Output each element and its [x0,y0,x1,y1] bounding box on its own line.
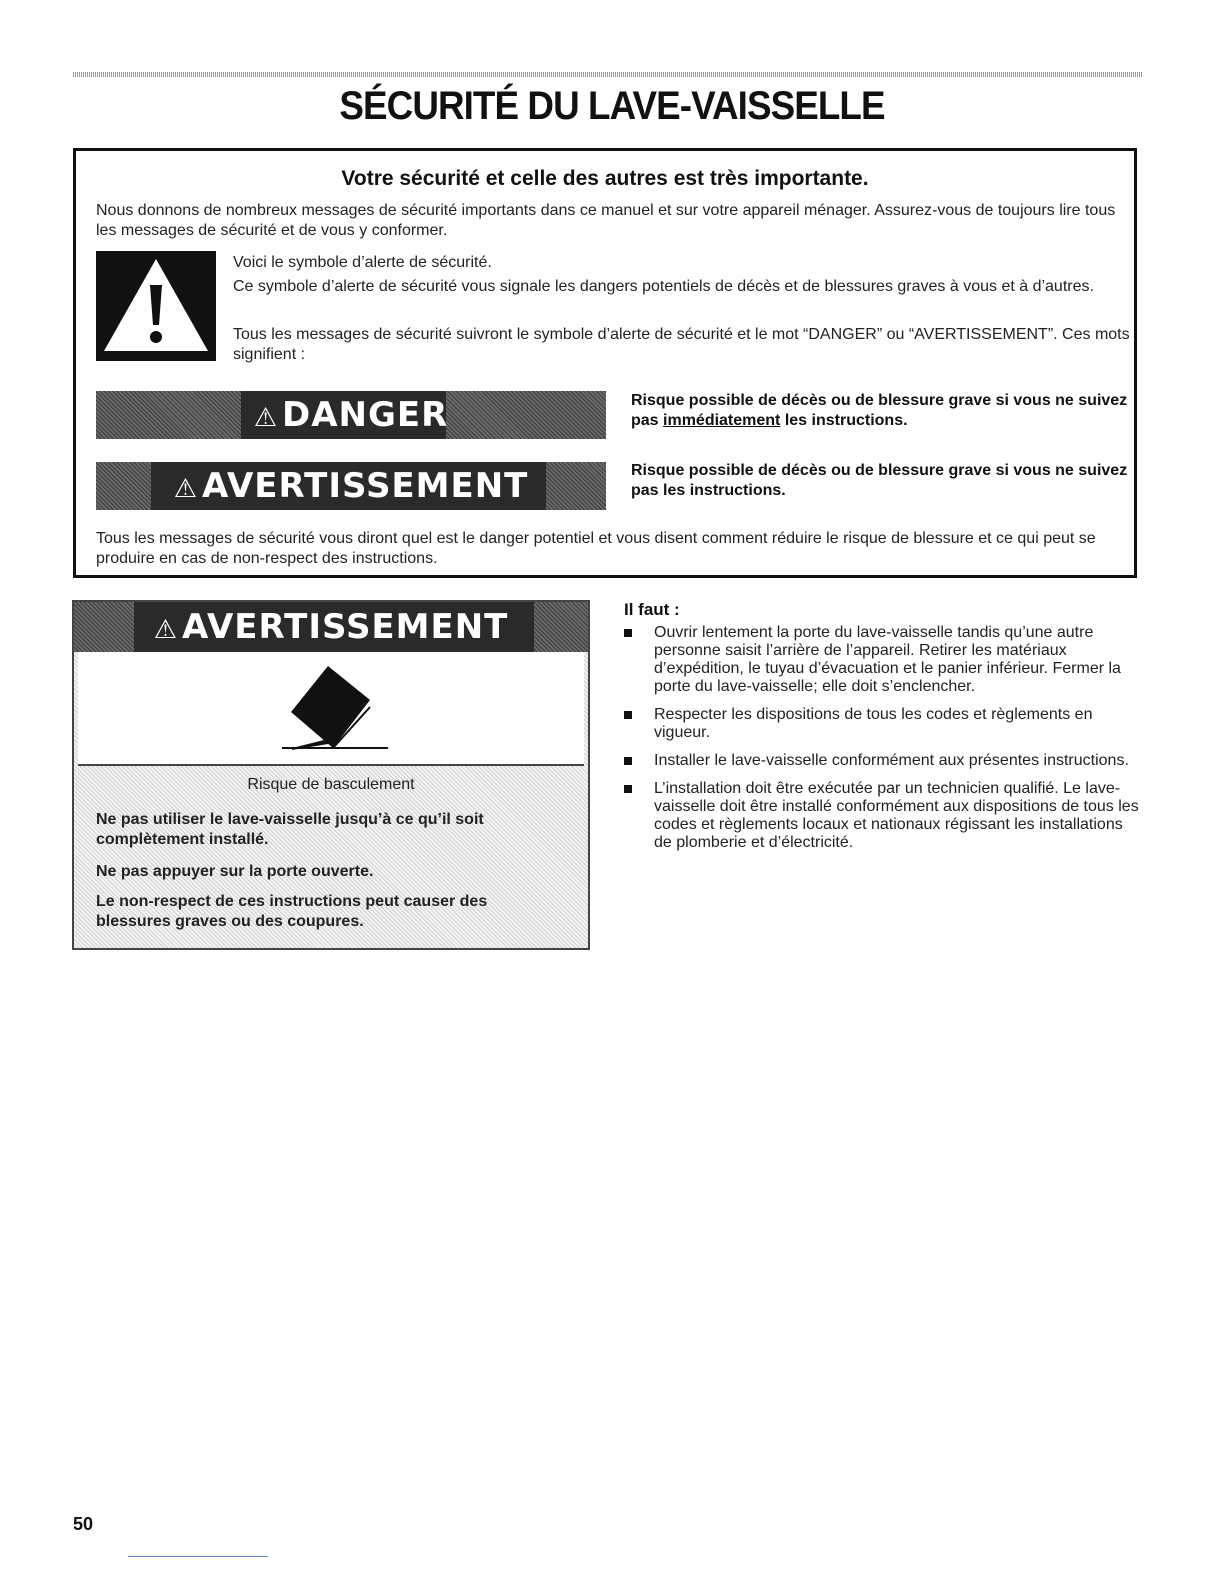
symbol-line-3: Tous les messages de sécurité suivront le symbole d’alerte de sécurité et le mot “DANGER” ou “AVERTISSEMENT”. Ces mots signifient : [233,326,1130,363]
symbol-line-2: Ce symbole d’alerte de sécurité vous signale les dangers potentiels de décès et de blessures graves à vous et à d’autres. [233,278,1094,295]
top-rule [73,72,1143,77]
tip-warning-header [74,602,588,652]
bullet-icon [624,757,632,765]
danger-label: DANGER [282,395,449,435]
safety-heading: Votre sécurité et celle des autres est très importante. [341,167,869,190]
danger-description: Risque possible de décès ou de blessure grave si vous ne suivez pas immédiatement les instructions. [631,392,1128,429]
rules-heading: Il faut : [624,600,680,619]
page-number: 50 [73,1514,94,1534]
tip-warning-line: Ne pas appuyer sur la porte ouverte. [96,863,374,880]
bullet-icon [624,629,632,637]
list-item: L’installation doit être exécutée par un technicien qualifié. Le lave-vaisselle doit être installé conformément aux dispositions de tous les codes et règlements locaux et nationaux régissant les installations de plomberie et d’électricité. [624,780,1144,852]
tip-warning-box [72,600,590,950]
symbol-line-1: Voici le symbole d’alerte de sécurité. [233,254,492,271]
warning-description: Risque possible de décès ou de blessure grave si vous ne suivez pas les instructions. [631,462,1128,499]
warning-triangle-icon: ⚠ [173,474,198,504]
list-item: Respecter les dispositions de tous les codes et règlements en vigueur. [624,706,1144,742]
safety-alert-icon [96,251,216,361]
list-item: Installer le lave-vaisselle conformément aux présentes instructions. [624,752,1144,770]
safety-intro: Nous donnons de nombreux messages de sécurité importants dans ce manuel et sur votre appareil ménager. Assurez-vous de toujours lire tous les messages de sécurité et de vous y conformer. [96,202,1116,239]
warning-banner [96,462,606,510]
bullet-icon [624,785,632,793]
bullet-icon [624,711,632,719]
footer-rule [128,1556,268,1557]
tip-warning-line: Ne pas utiliser le lave-vaisselle jusqu’à ce qu’il soit complètement installé. [96,811,484,848]
safety-info-box [73,148,1137,578]
warning-triangle-icon: ⚠ [253,403,278,433]
warning-label: AVERTISSEMENT [201,466,529,506]
tip-warning-label: AVERTISSEMENT [181,607,509,647]
rules-list [624,624,1144,862]
safety-closing: Tous les messages de sécurité vous diront quel est le danger potentiel et vous disent comment réduire le risque de blessure et ce qui peut se produire en cas de non-respect des instructions. [96,530,1096,567]
danger-banner [96,391,606,439]
tip-warning-text [78,766,584,946]
tip-warning-line: Le non-respect de ces instructions peut causer des blessures graves ou des coupures. [96,893,488,930]
list-item: Ouvrir lentement la porte du lave-vaisselle tandis qu’une autre personne saisit l’arrière de l’appareil. Retirer les matériaux d’expédition, le tuyau d’évacuation et le panier inférieur. Fermer la porte du lave-vaisselle; elle doit s’enclencher. [624,624,1144,696]
page-title: SÉCURITÉ DU LAVE-VAISSELLE [339,84,885,128]
tip-over-icon [78,652,584,764]
tip-hazard-title: Risque de basculement [247,776,415,793]
tip-over-picture [78,652,584,766]
warning-triangle-icon: ⚠ [153,615,178,645]
